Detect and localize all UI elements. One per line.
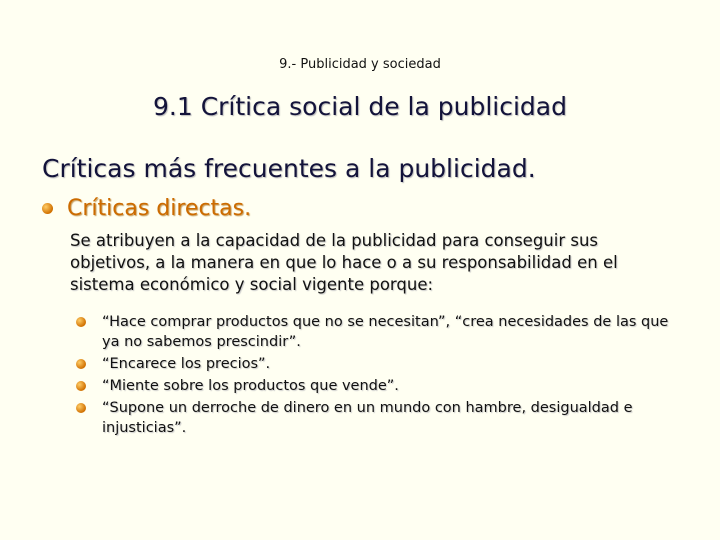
list-item-text: “Encarece los precios”. [102,356,271,372]
list-item [76,354,686,374]
bullet-icon [76,317,86,327]
list-item [76,312,686,352]
list-item-text: “Miente sobre los productos que vende”. [102,378,399,394]
list-item-text: “Supone un derroche de dinero en un mundo con hambre, desigualdad e injusticias”. [102,400,633,436]
slide-header: 9.- Publicidad y sociedad [279,57,441,72]
sub-heading-label: Críticas directas. [67,196,252,221]
critique-list [76,312,686,440]
list-item [76,376,686,396]
list-item [76,398,686,438]
sub-heading [42,196,251,221]
slide-title: 9.1 Crítica social de la publicidad [152,92,567,121]
bullet-icon [76,359,86,369]
body-paragraph: Se atribuyen a la capacidad de la publicidad para conseguir sus objetivos, a la manera en que lo hace o a su responsabilidad en el sistema económico y social vigente porque: [70,231,618,294]
bullet-icon [42,203,53,214]
section-heading: Críticas más frecuentes a la publicidad. [42,154,536,183]
list-item-text: “Hace comprar productos que no se necesitan”, “crea necesidades de las que ya no sabemos prescindir”. [102,314,669,350]
bullet-icon [76,381,86,391]
bullet-icon [76,403,86,413]
